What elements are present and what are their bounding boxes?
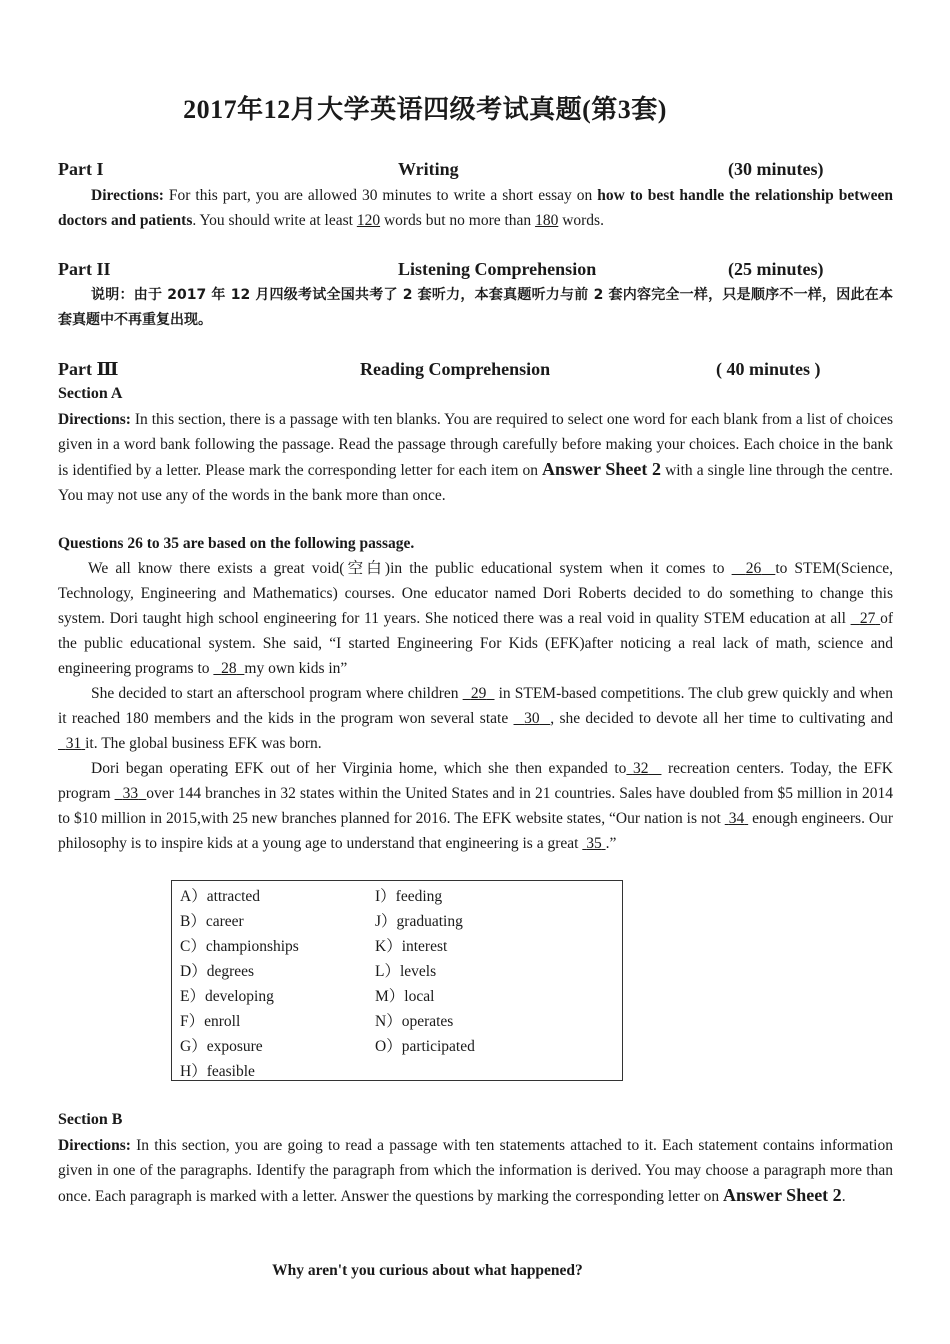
passage-paragraph-1: We all know there exists a great void(空白)in the public educational system when it comes to 26 to STEM(Science, Technology, Engineering and Mathematics) courses. One educator named Dori Roberts decided to do something to change this system. Dori taught high school engineering for 11 years. She noticed there was a real void in quality STEM education at all 27 of the public educational system. She said, “I started Engineering For Kids (EFK)after noticing a real lack of math, science and engineering programs to 28 my own kids in”: [58, 560, 894, 677]
part3-time: ( 40 minutes ): [716, 359, 821, 379]
section-a-label: Section A: [58, 385, 123, 402]
passage-paragraph-2: She decided to start an afterschool program where children 29 in STEM-based competitions. The club grew quickly and when it reached 180 members and the kids in the program won several state 30 , she decided to devote all her time to cultivating and 31 it. The global business EFK was born.: [58, 685, 894, 752]
passage-title: Why aren't you curious about what happened?: [272, 1262, 583, 1279]
part3-label: Part Ⅲ: [58, 359, 119, 379]
part2-name: Listening Comprehension: [398, 259, 597, 279]
section-b-directions: Directions: In this section, you are going to read a passage with ten statements attached to it. Each statement contains information given in one of the paragraphs. Identify the paragraph from which the information is derived. You may choose a paragraph more than once. Each paragraph is marked with a letter. Answer the questions by marking the corresponding letter on Answer Sheet 2.: [58, 1137, 893, 1205]
page-title: 2017年12月大学英语四级考试真题(第3套): [183, 95, 667, 124]
blank-28: 28: [221, 660, 237, 677]
word-bank-item: H）feasible: [180, 1063, 255, 1080]
part1-name: Writing: [398, 159, 459, 179]
word-bank-item: K）interest: [375, 938, 448, 955]
section-a-directions: Directions: In this section, there is a passage with ten blanks. You are required to select one word for each blank from a list of choices given in a word bank following the passage. Read the passage through carefully before making your choices. Each choice in the bank is identified by a letter. Please mark the corresponding letter for each item on Answer Sheet 2 with a single line through the centre. You may not use any of the words in the bank more than once.: [58, 411, 893, 504]
word-bank-item: J）graduating: [375, 913, 463, 930]
directions-label: Directions:: [91, 187, 164, 204]
word-bank-item: A）attracted: [180, 888, 261, 905]
blank-29: 29: [470, 685, 487, 702]
part1-header: [58, 159, 893, 183]
word-bank-item: C）championships: [180, 938, 299, 955]
word-bank-item: I）feeding: [375, 888, 443, 905]
word-bank-item: L）levels: [375, 963, 437, 980]
word-bank: [171, 880, 623, 1081]
blank-32: 32: [632, 760, 649, 777]
passage-paragraph-3: Dori began operating EFK out of her Virginia home, which she then expanded to 32 recreation centers. Today, the EFK program 33 over 144 branches in 32 states within the United States and in 21 countries. Sales have doubled from $5 million in 2014 to $10 million in 2015,with 25 new branches planned for 2016. The EFK website states, “Our nation is not 34 enough engineers. Our philosophy is to inspire kids at a young age to understand that engineering is a great 35 .”: [58, 760, 894, 852]
part3-name: Reading Comprehension: [360, 359, 551, 379]
section-b-label: Section B: [58, 1111, 123, 1128]
blank-31: 31: [65, 735, 82, 752]
blank-34: 34: [728, 810, 745, 827]
blank-33: 33: [122, 785, 139, 802]
min-words: 120: [356, 212, 381, 229]
answer-sheet-label: Answer Sheet 2: [542, 459, 662, 479]
essay-topic: how to best handle the relationship between doctors and patients: [58, 187, 893, 229]
blank-27: 27: [859, 610, 876, 627]
blank-35: 35: [586, 835, 602, 852]
part3-header: [58, 359, 893, 383]
part1-time: (30 minutes): [728, 159, 824, 179]
word-bank-item: D）degrees: [180, 963, 255, 980]
part2-note: 说明：由于 2017 年 12 月四级考试全国共考了 2 套听力，本套真题听力与前 2 套内容完全一样，只是顺序不一样，因此在本套真题中不再重复出现。: [58, 287, 893, 328]
part2-label: Part II: [58, 259, 111, 279]
max-words: 180: [535, 212, 559, 229]
part2-time: (25 minutes): [728, 259, 824, 279]
word-bank-item: G）exposure: [180, 1038, 263, 1055]
word-bank-item: M）local: [375, 988, 435, 1005]
blank-30: 30: [524, 710, 540, 727]
word-bank-item: B）career: [180, 913, 244, 930]
word-bank-item: O）participated: [375, 1038, 475, 1055]
word-bank-item: E）developing: [180, 988, 274, 1005]
questions-heading: Questions 26 to 35 are based on the following passage.: [58, 535, 415, 552]
word-bank-item: F）enroll: [180, 1013, 241, 1030]
part1-label: Part I: [58, 159, 104, 179]
part2-header: [58, 259, 893, 283]
answer-sheet-label: Answer Sheet 2: [723, 1185, 842, 1205]
blank-26: 26: [745, 560, 762, 577]
part1-directions: Directions: For this part, you are allowed 30 minutes to write a short essay on how to best handle the relationship between doctors and patients. You should write at least 120 words but no more than 180 words.: [58, 187, 893, 229]
word-bank-item: N）operates: [375, 1013, 454, 1030]
